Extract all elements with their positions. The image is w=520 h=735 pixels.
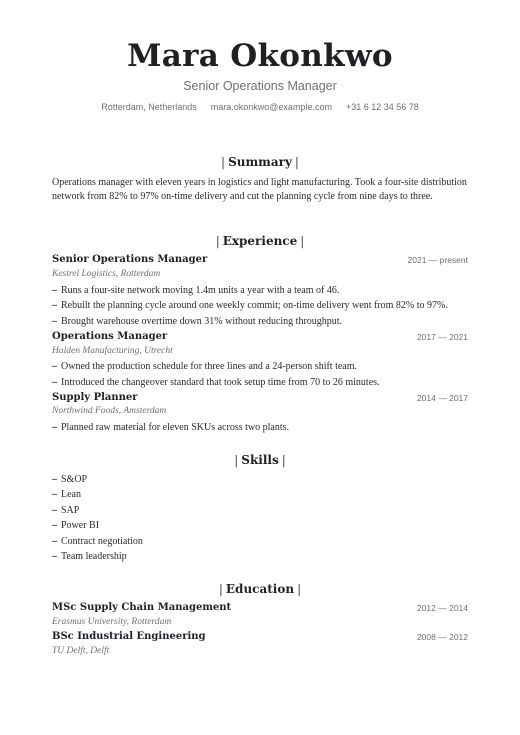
section-heading-education (52, 581, 468, 597)
job-org: Northwind Foods, Amsterdam (52, 406, 167, 416)
candidate-role: Senior Operations Manager (183, 79, 337, 93)
section-bar-right: | (281, 453, 286, 467)
bullet-dash: – (52, 285, 57, 296)
job-title: Senior Operations Manager (52, 254, 208, 265)
job-bullet: – Owned the production schedule for three lines and a 24-person shift team. (52, 361, 358, 372)
experience-heading: Experience (222, 234, 298, 248)
section-bar-left: | (218, 582, 223, 596)
education-heading: Education (225, 582, 295, 596)
skill-item: – Contract negotiation (52, 536, 143, 547)
section-heading-experience (52, 233, 468, 249)
education-school: Erasmus University, Rotterdam (52, 617, 172, 627)
bullet-dash: – (52, 505, 57, 516)
degree-title: BSc Industrial Engineering (52, 631, 206, 642)
bullet-dash: – (52, 377, 57, 388)
degree-title: MSc Supply Chain Management (52, 602, 232, 613)
skill-item: – Team leadership (52, 551, 127, 562)
contact-line (52, 100, 468, 114)
section-bar-left: | (215, 234, 220, 248)
contact-email[interactable]: mara.okonkwo@example.com (210, 102, 332, 112)
section-bar-left: | (234, 453, 239, 467)
contact-location: Rotterdam, Netherlands (101, 102, 197, 112)
skill-item: – SAP (52, 505, 80, 516)
job-bullet: – Introduced the changeover standard that took setup time from 70 to 26 minutes. (52, 377, 380, 388)
bullet-dash: – (52, 300, 57, 311)
skills-heading: Skills (241, 453, 279, 467)
job-dates: 2017 — 2021 (416, 332, 468, 342)
job-bullet: – Runs a four-site network moving 1.4m units a year with a team of 46. (52, 285, 340, 296)
job-dates: 2014 — 2017 (416, 393, 468, 403)
education-school: TU Delft, Delft (52, 646, 110, 656)
job-row (52, 253, 468, 267)
section-bar-right: | (294, 155, 299, 169)
education-dates: 2012 — 2014 (416, 603, 468, 613)
education-dates: 2008 — 2012 (416, 632, 468, 642)
bullet-dash: – (52, 520, 57, 531)
job-org: Kestrel Logistics, Rotterdam (52, 269, 161, 279)
job-dates: 2021 — present (407, 255, 468, 265)
contact-phone[interactable]: +31 6 12 34 56 78 (345, 102, 419, 112)
skill-item: – S&OP (52, 474, 88, 485)
bullet-dash: – (52, 474, 57, 485)
job-row (52, 330, 468, 344)
job-bullet: – Brought warehouse overtime down 31% without reducing throughput. (52, 316, 343, 327)
section-heading-summary (52, 154, 468, 170)
job-org: Halden Manufacturing, Utrecht (52, 346, 173, 356)
job-row (52, 391, 468, 405)
candidate-name: Mara Okonkwo (127, 38, 393, 74)
bullet-dash: – (52, 422, 57, 433)
job-title: Supply Planner (52, 392, 138, 403)
bullet-dash: – (52, 489, 57, 500)
section-bar-right: | (300, 234, 305, 248)
job-title: Operations Manager (52, 331, 168, 342)
section-heading-skills (52, 452, 468, 468)
bullet-dash: – (52, 361, 57, 372)
bullet-dash: – (52, 551, 57, 562)
education-row (52, 630, 468, 644)
summary-heading: Summary (228, 155, 292, 169)
section-bar-right: | (297, 582, 302, 596)
bullet-dash: – (52, 536, 57, 547)
skill-item: – Lean (52, 489, 81, 500)
bullet-dash: – (52, 316, 57, 327)
job-bullet: – Rebuilt the planning cycle around one weekly commit; on-time delivery went from 82% to 97%. (52, 300, 448, 311)
summary-text: Operations manager with eleven years in logistics and light manufacturing. Took a four-site distribution network from 82% to 97% on-time delivery and cut the planning cycle from nine days to three. (52, 177, 467, 202)
job-bullet: – Planned raw material for eleven SKUs across two plants. (52, 422, 289, 433)
section-bar-left: | (221, 155, 226, 169)
skill-item: – Power BI (52, 520, 100, 531)
education-row (52, 601, 468, 615)
